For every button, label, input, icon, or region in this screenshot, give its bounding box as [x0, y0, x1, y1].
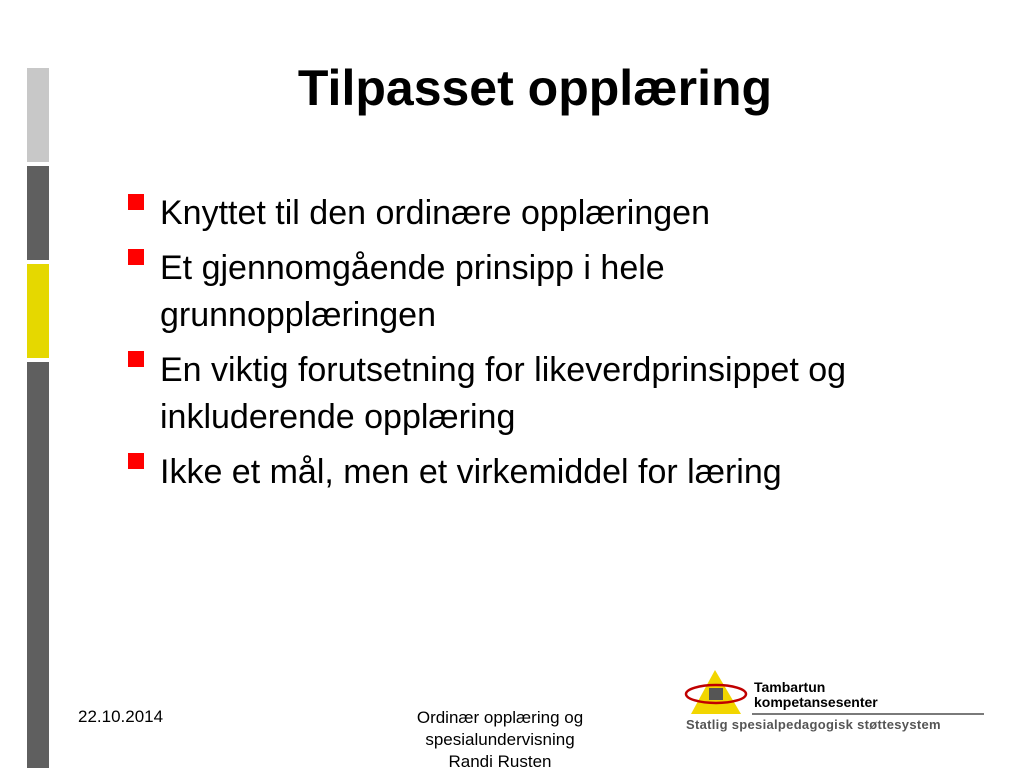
logo-subtitle: Statlig spesialpedagogisk støttesystem — [686, 717, 941, 732]
bullet-text: Knyttet til den ordinære opplæringen — [160, 194, 710, 232]
bullet-text: En viktig forutsetning for likeverdprinsippet og inkluderende opplæring — [160, 351, 847, 436]
square-bullet-icon — [128, 453, 144, 469]
bullet-list — [128, 190, 928, 504]
logo-name-line-1: Tambartun — [754, 679, 826, 695]
logo-name — [754, 680, 878, 710]
logo-square — [709, 688, 723, 700]
bullet-item — [128, 449, 928, 496]
logo-name-line-2: kompetansesenter — [754, 694, 878, 710]
bullet-item — [128, 190, 928, 237]
bullet-item — [128, 245, 928, 339]
footer-center-text — [385, 707, 615, 773]
square-bullet-icon — [128, 351, 144, 367]
square-bullet-icon — [128, 249, 144, 265]
footer-line-3: Randi Rusten — [448, 752, 552, 771]
footer-line-1: Ordinær opplæring og — [416, 708, 584, 727]
sidebar-segment-dark — [27, 166, 49, 260]
logo-divider — [752, 713, 984, 715]
footer-date: 22.10.2014 — [78, 707, 164, 726]
sidebar-stripe — [27, 68, 49, 768]
sidebar-segment-yellow — [27, 264, 49, 358]
bullet-text: Ikke et mål, men et virkemiddel for læring — [160, 453, 782, 491]
square-bullet-icon — [128, 194, 144, 210]
sidebar-segment-dark-long — [27, 362, 49, 768]
bullet-item — [128, 347, 928, 441]
bullet-text: Et gjennomgående prinsipp i hele grunnopplæringen — [160, 249, 665, 334]
footer-line-2: spesialundervisning — [425, 730, 575, 749]
slide-title: Tilpasset opplæring — [297, 60, 773, 116]
